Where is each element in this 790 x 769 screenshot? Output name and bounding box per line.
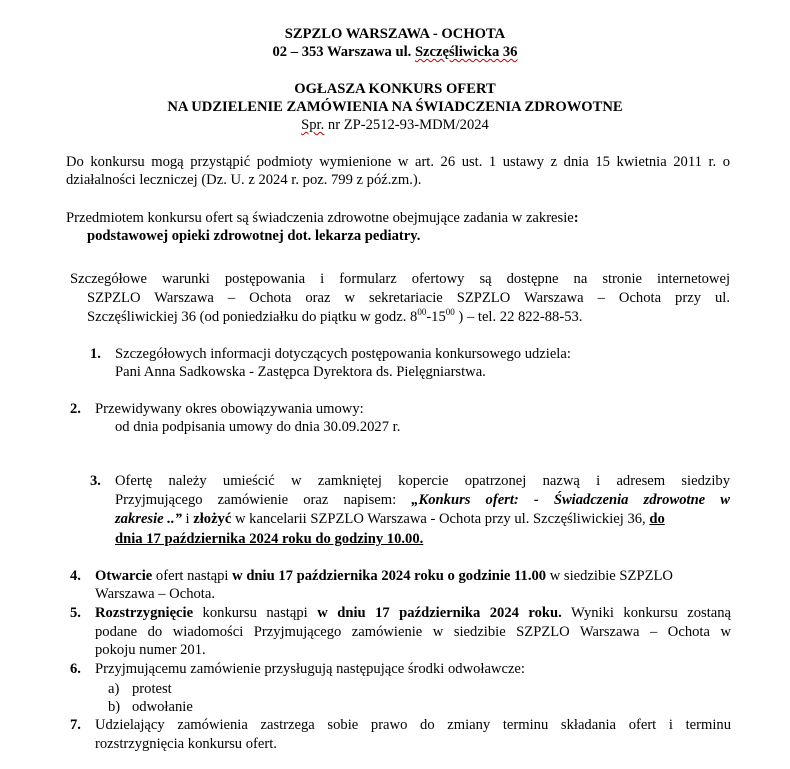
org-name: SZPZLO WARSZAWA - OCHOTA (284, 26, 506, 42)
item-7-number: 7. (70, 717, 81, 733)
item-7-line-1: Udzielający zamówienia zastrzega sobie prawo do zmiany terminu składania ofert i terminu (95, 717, 731, 733)
item-6-b-label: b) (108, 699, 121, 715)
conditions-line-1: Szczegółowe warunki postępowania i formularz ofertowy są dostępne na stronie internetowej (70, 271, 730, 287)
item-6-line-1: Przyjmującemu zamówienie przysługują następujące środki odwoławcze: (95, 661, 525, 677)
item-6-b-text: odwołanie (132, 699, 193, 715)
intro-paragraph: Do konkursu mogą przystąpić podmioty wymienione w art. 26 ust. 1 ustawy z dnia 15 kwietnia 2011 r. o działalności leczniczej (Dz. U. z 2024 r. poz. 799 z póź.zm.). (66, 154, 730, 188)
item-4-number: 4. (70, 568, 81, 584)
item-3-number: 3. (90, 473, 101, 489)
reference-number: Spr. nr ZP-2512-93-MDM/2024 (301, 117, 489, 133)
item-2-number: 2. (70, 401, 81, 417)
item-4-line-2: Warszawa – Ochota. (95, 586, 215, 602)
subject-scope: podstawowej opieki zdrowotnej dot. lekarza pediatry. (87, 228, 421, 244)
item-6-a-text: protest (132, 681, 172, 697)
item-3-line-1: Ofertę należy umieścić w zamkniętej kopercie opatrzonej nazwą i adresem siedziby (115, 473, 730, 489)
item-3-deadline: dnia 17 października 2024 roku do godziny 10.00. (115, 531, 424, 547)
announcement-title: OGŁASZA KONKURS OFERT (294, 81, 496, 97)
item-3-line-2: Przyjmującego zamówienie oraz napisem: „Konkurs ofert: - Świadczenia zdrowotne w (115, 492, 730, 508)
item-4-line-1: Otwarcie ofert nastąpi w dniu 17 października 2024 roku o godzinie 11.00 w siedzibie SZPZLO (95, 568, 673, 584)
conditions-line-2: SZPZLO Warszawa – Ochota oraz w sekretariacie SZPZLO Warszawa – Ochota przy ul. (87, 290, 730, 306)
item-5-line-2: podane do wiadomości Przyjmującego zamówienie w siedzibie SZPZLO Warszawa – Ochota w (95, 624, 731, 640)
item-2-line-1: Przewidywany okres obowiązywania umowy: (95, 401, 364, 417)
org-address: 02 – 353 Warszawa ul. Szczęśliwicka 36 (272, 44, 518, 60)
item-5-line-3: pokoju numer 201. (95, 642, 206, 658)
item-5-line-1: Rozstrzygnięcie konkursu nastąpi w dniu 17 października 2024 roku. Wyniki konkursu zostaną (95, 605, 732, 621)
item-2-line-2: od dnia podpisania umowy do dnia 30.09.2027 r. (115, 419, 401, 435)
item-1-line-1: Szczegółowych informacji dotyczących postępowania konkursowego udziela: (115, 346, 571, 362)
conditions-line-3: Szczęśliwickiej 36 (od poniedziałku do piątku w godz. $8^{00}-15^{00}$ ) – tel. 22 822-88-53. (87, 307, 583, 325)
item-1-line-2: Pani Anna Sadkowska - Zastępca Dyrektora ds. Pielęgniarstwa. (115, 364, 486, 380)
item-6-number: 6. (70, 661, 81, 677)
subject-line: Przedmiotem konkursu ofert są świadczenia zdrowotne obejmujące zadania w zakresie: (66, 210, 579, 226)
item-3-line-3: zakresie ..” i złożyć w kancelarii SZPZLO Warszawa - Ochota przy ul. Szczęśliwickiej 36, do (115, 511, 665, 527)
item-7-line-2: rozstrzygnięcia konkursu ofert. (95, 736, 277, 752)
item-1-number: 1. (90, 346, 101, 362)
item-5-number: 5. (70, 605, 81, 621)
announcement-subtitle: NA UDZIELENIE ZAMÓWIENIA NA ŚWIADCZENIA ZDROWOTNE (167, 99, 623, 115)
item-6-a-label: a) (108, 681, 120, 697)
